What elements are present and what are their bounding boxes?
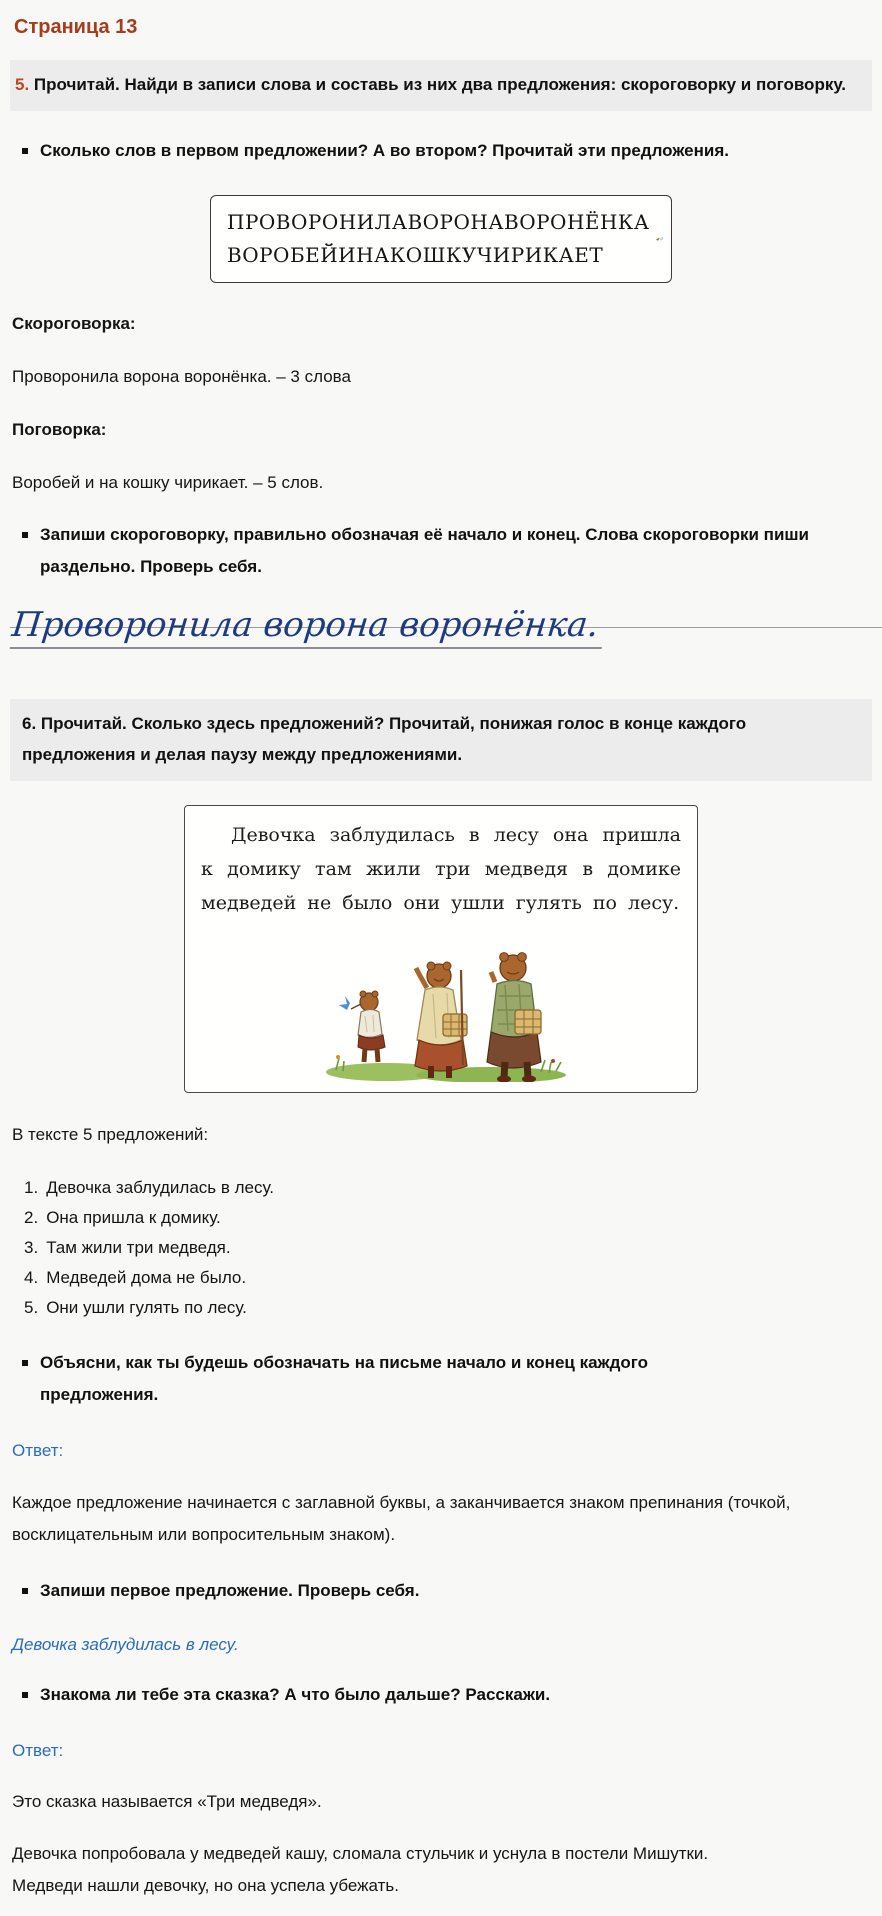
task-5-number: 5. <box>15 75 29 94</box>
story-line-1: Девочка попробовала у медведей кашу, сломала стульчик и уснула в постели Мишутки. <box>12 1844 708 1863</box>
story-box-text: Девочка заблудилась в лесу она пришла к домику там жили три медведя в домике медведей не было они ушли гулять по лесу. <box>201 818 681 920</box>
list-item-number: 2. <box>24 1203 38 1233</box>
handwritten-answer-area <box>10 605 872 673</box>
sentence-count-label: В тексте 5 предложений: <box>12 1123 872 1147</box>
puzzle-line-2: ВОРОБЕЙИНАКОШКУЧИРИКАЕТ <box>227 239 650 272</box>
answer-label: Ответ: <box>12 1741 872 1761</box>
task-6-number: 6. <box>22 714 36 733</box>
written-first-sentence: Девочка заблудилась в лесу. <box>12 1635 872 1655</box>
bullet-square-icon <box>22 148 28 154</box>
label-saying: Поговорка: <box>12 418 872 442</box>
task-6-bullet-write-first <box>22 1575 872 1607</box>
handwritten-sentence: Проворонила ворона воронёнка. <box>10 605 607 649</box>
bullet-square-icon <box>22 1692 28 1698</box>
story-title-line: Это сказка называется «Три медведя». <box>12 1790 872 1814</box>
task-5-header <box>10 60 872 111</box>
list-item <box>24 1233 872 1263</box>
task-6-title: Прочитай. Сколько здесь предложений? Прочитай, понижая голос в конце каждого предложения и делая паузу между предложениями. <box>22 714 746 764</box>
list-item-text: Они ушли гулять по лесу. <box>46 1293 247 1323</box>
bullet-square-icon <box>22 532 28 538</box>
task-6-bullet-explain-text: Объясни, как ты будешь обозначать на письме начало и конец каждого предложения. <box>40 1347 722 1411</box>
list-item <box>24 1173 872 1203</box>
list-item-text: Медведей дома не было. <box>46 1263 246 1293</box>
list-item-text: Там жили три медведя. <box>46 1233 230 1263</box>
sparrow-and-cat-icon <box>656 210 663 268</box>
task-5-bullet-question-text: Сколько слов в первом предложении? А во втором? Прочитай эти предложения. <box>40 135 729 167</box>
task-6-bullet-explain <box>22 1347 722 1411</box>
three-bears-icon <box>291 930 591 1082</box>
bullet-square-icon <box>22 1588 28 1594</box>
answer-tongue-twister: Проворонила ворона воронёнка. – 3 слова <box>12 365 872 389</box>
task-5-bullet-question <box>22 135 872 167</box>
explanation-text: Каждое предложение начинается с заглавной буквы, а заканчивается знаком препинания (точкой, восклицательным или вопросительным знаком). <box>12 1487 802 1551</box>
list-item-text: Она пришла к домику. <box>46 1203 221 1233</box>
task-5-bullet-write-text: Запиши скороговорку, правильно обозначая её начало и конец. Слова скороговорки пиши раздельно. Проверь себя. <box>40 519 862 583</box>
list-item <box>24 1263 872 1293</box>
task-6-bullet-tale <box>22 1679 872 1711</box>
label-tongue-twister: Скороговорка: <box>12 312 872 336</box>
answer-saying: Воробей и на кошку чирикает. – 5 слов. <box>12 471 872 495</box>
story-text <box>12 1838 872 1902</box>
list-item <box>24 1293 872 1323</box>
list-item-text: Девочка заблудилась в лесу. <box>46 1173 274 1203</box>
task-5-title: Прочитай. Найди в записи слова и составь из них два предложения: скороговорку и поговорку. <box>34 75 846 94</box>
answer-label: Ответ: <box>12 1441 872 1461</box>
bullet-square-icon <box>22 1360 28 1366</box>
task-6-header <box>10 699 872 781</box>
list-item <box>24 1203 872 1233</box>
story-line-2: Медведи нашли девочку, но она успела убежать. <box>12 1876 399 1895</box>
sentence-list <box>24 1173 872 1323</box>
list-item-number: 1. <box>24 1173 38 1203</box>
task-6-bullet-tale-text: Знакома ли тебе эта сказка? А что было дальше? Расскажи. <box>40 1679 550 1711</box>
task-5-bullet-write <box>22 519 862 583</box>
list-item-number: 4. <box>24 1263 38 1293</box>
puzzle-line-1: ПРОВОРОНИЛАВОРОНАВОРОНЁНКА <box>227 206 650 239</box>
story-text-box <box>184 805 698 1093</box>
task-6-bullet-write-first-text: Запиши первое предложение. Проверь себя. <box>40 1575 419 1607</box>
word-puzzle-text <box>227 206 650 272</box>
list-item-number: 3. <box>24 1233 38 1263</box>
word-puzzle-box <box>210 195 672 283</box>
page-title: Страница 13 <box>14 16 872 39</box>
list-item-number: 5. <box>24 1293 38 1323</box>
